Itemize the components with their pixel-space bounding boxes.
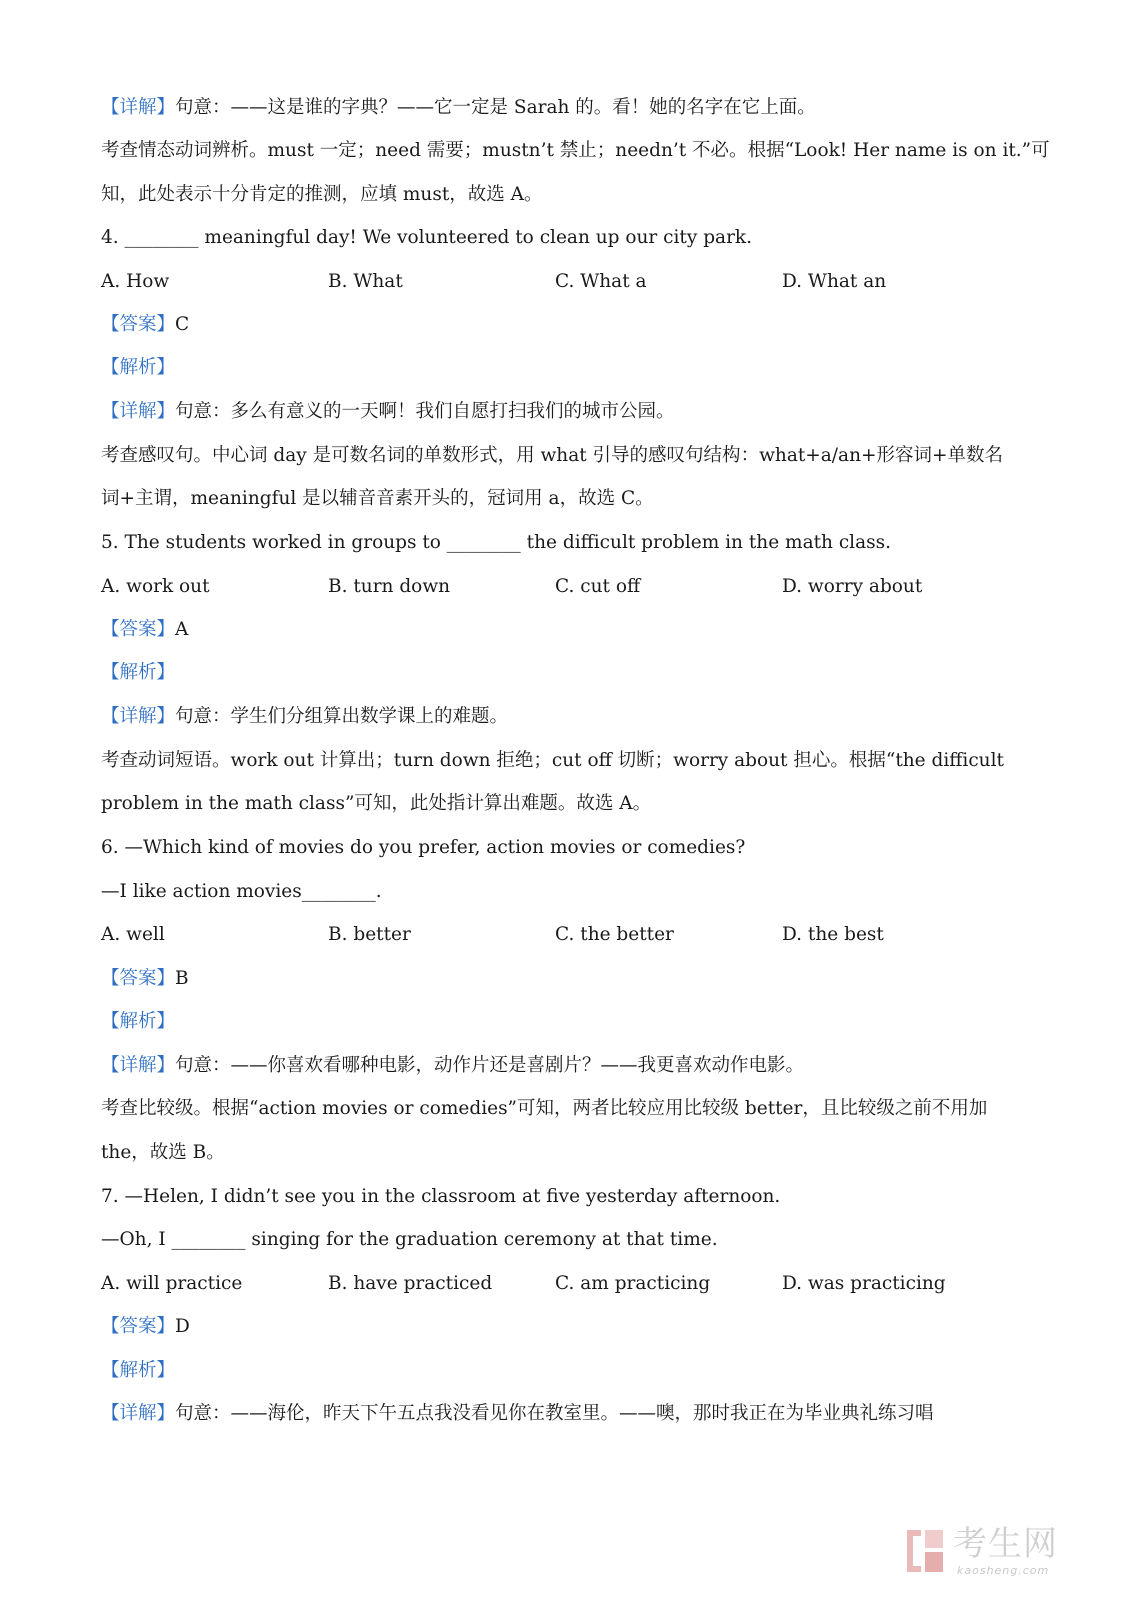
- text-line: [101, 967, 1003, 991]
- line-text: 句意：——海伦，昨天下午五点我没看见你在教室里。——噢，那时我正在为毕业典礼练习唱: [175, 1403, 934, 1424]
- line-text: A: [175, 619, 189, 640]
- text-line: [101, 705, 1003, 729]
- section-tag: 【解析】: [101, 357, 176, 378]
- line-text: the，故选 B。: [101, 1142, 225, 1163]
- line-text: 考查比较级。根据“action movies or comedies”可知，两者比较应用比较级 better，且比较级之前不用加: [101, 1098, 988, 1119]
- text-line: [101, 1402, 1003, 1426]
- section-tag: 【答案】: [101, 619, 176, 640]
- option-choice: D. the best: [782, 924, 884, 945]
- text-line: [101, 661, 1003, 685]
- section-tag: 【解析】: [101, 662, 176, 683]
- section-tag: 【详解】: [101, 401, 176, 422]
- section-tag: 【答案】: [101, 1316, 176, 1337]
- option-choice: C. the better: [555, 924, 674, 945]
- line-text: 句意：——这是谁的字典？——它一定是 Sarah 的。看！她的名字在它上面。: [175, 97, 816, 118]
- section-tag: 【答案】: [101, 968, 176, 989]
- option-choice: D. worry about: [782, 576, 923, 597]
- text-line: [101, 1010, 1003, 1034]
- text-line: [101, 1141, 1003, 1165]
- line-text: 4. ________ meaningful day! We volunteered to clean up our city park.: [101, 227, 753, 248]
- section-tag: 【解析】: [101, 1011, 176, 1032]
- options-row: [101, 270, 1021, 294]
- options-row: [101, 923, 1021, 947]
- line-text: problem in the math class”可知，此处指计算出难题。故选 A。: [101, 793, 652, 814]
- watermark: [905, 1524, 1085, 1582]
- text-line: [101, 1054, 1003, 1078]
- line-text: 句意：学生们分组算出数学课上的难题。: [175, 706, 509, 727]
- text-line: [101, 139, 1050, 163]
- kaosheng-logo-icon: [905, 1528, 945, 1574]
- text-line: [101, 1359, 1003, 1383]
- section-tag: 【详解】: [101, 97, 176, 118]
- line-text: 7. —Helen, I didn’t see you in the classroom at five yesterday afternoon.: [101, 1186, 781, 1207]
- text-line: [101, 96, 1003, 120]
- option-choice: B. What: [328, 271, 403, 292]
- options-row: [101, 575, 1021, 599]
- section-tag: 【详解】: [101, 706, 176, 727]
- text-line: [101, 531, 1003, 555]
- text-line: [101, 792, 1003, 816]
- line-text: 考查情态动词辨析。must 一定；need 需要；mustn’t 禁止；needn’t 不必。根据“Look! Her name is on it.”可: [101, 140, 1050, 161]
- option-choice: D. was practicing: [782, 1273, 946, 1294]
- line-text: —I like action movies________.: [101, 881, 382, 902]
- option-choice: D. What an: [782, 271, 887, 292]
- text-line: [101, 313, 1003, 337]
- section-tag: 【详解】: [101, 1403, 176, 1424]
- line-text: 句意：——你喜欢看哪种电影，动作片还是喜剧片？——我更喜欢动作电影。: [175, 1055, 805, 1076]
- text-line: [101, 487, 1003, 511]
- line-text: 词+主谓，meaningful 是以辅音音素开头的，冠词用 a，故选 C。: [101, 488, 654, 509]
- options-row: [101, 1272, 1021, 1296]
- line-text: D: [175, 1316, 190, 1337]
- line-text: 6. —Which kind of movies do you prefer, action movies or comedies?: [101, 837, 746, 858]
- text-line: [101, 836, 1003, 860]
- line-text: 考查感叹句。中心词 day 是可数名词的单数形式，用 what 引导的感叹句结构：what+a/an+形容词+单数名: [101, 445, 1003, 466]
- option-choice: C. What a: [555, 271, 647, 292]
- line-text: —Oh, I ________ singing for the graduation ceremony at that time.: [101, 1229, 718, 1250]
- text-line: [101, 749, 1003, 773]
- watermark-name: 考生网: [953, 1524, 1058, 1564]
- text-line: [101, 618, 1003, 642]
- option-choice: B. turn down: [328, 576, 451, 597]
- line-text: 知，此处表示十分肯定的推测，应填 must，故选 A。: [101, 184, 543, 205]
- text-line: [101, 1185, 1003, 1209]
- section-tag: 【解析】: [101, 1360, 176, 1381]
- line-text: 句意：多么有意义的一天啊！我们自愿打扫我们的城市公园。: [175, 401, 675, 422]
- text-line: [101, 1228, 1003, 1252]
- option-choice: A. How: [101, 271, 170, 292]
- text-line: [101, 183, 1003, 207]
- option-choice: C. am practicing: [555, 1273, 711, 1294]
- text-line: [101, 444, 1003, 468]
- line-text: 5. The students worked in groups to ________ the difficult problem in the math class.: [101, 532, 891, 553]
- option-choice: C. cut off: [555, 576, 641, 597]
- text-line: [101, 226, 1003, 250]
- line-text: C: [175, 314, 190, 335]
- option-choice: B. have practiced: [328, 1273, 493, 1294]
- option-choice: B. better: [328, 924, 411, 945]
- option-choice: A. work out: [101, 576, 210, 597]
- section-tag: 【答案】: [101, 314, 176, 335]
- line-text: B: [175, 968, 189, 989]
- option-choice: A. well: [101, 924, 165, 945]
- text-line: [101, 880, 1003, 904]
- watermark-url: kaosheng.com: [957, 1564, 1050, 1577]
- section-tag: 【详解】: [101, 1055, 176, 1076]
- text-line: [101, 356, 1003, 380]
- text-line: [101, 400, 1003, 424]
- option-choice: A. will practice: [101, 1273, 243, 1294]
- line-text: 考查动词短语。work out 计算出；turn down 拒绝；cut off 切断；worry about 担心。根据“the difficult: [101, 750, 1004, 771]
- text-line: [101, 1315, 1003, 1339]
- text-line: [101, 1097, 1003, 1121]
